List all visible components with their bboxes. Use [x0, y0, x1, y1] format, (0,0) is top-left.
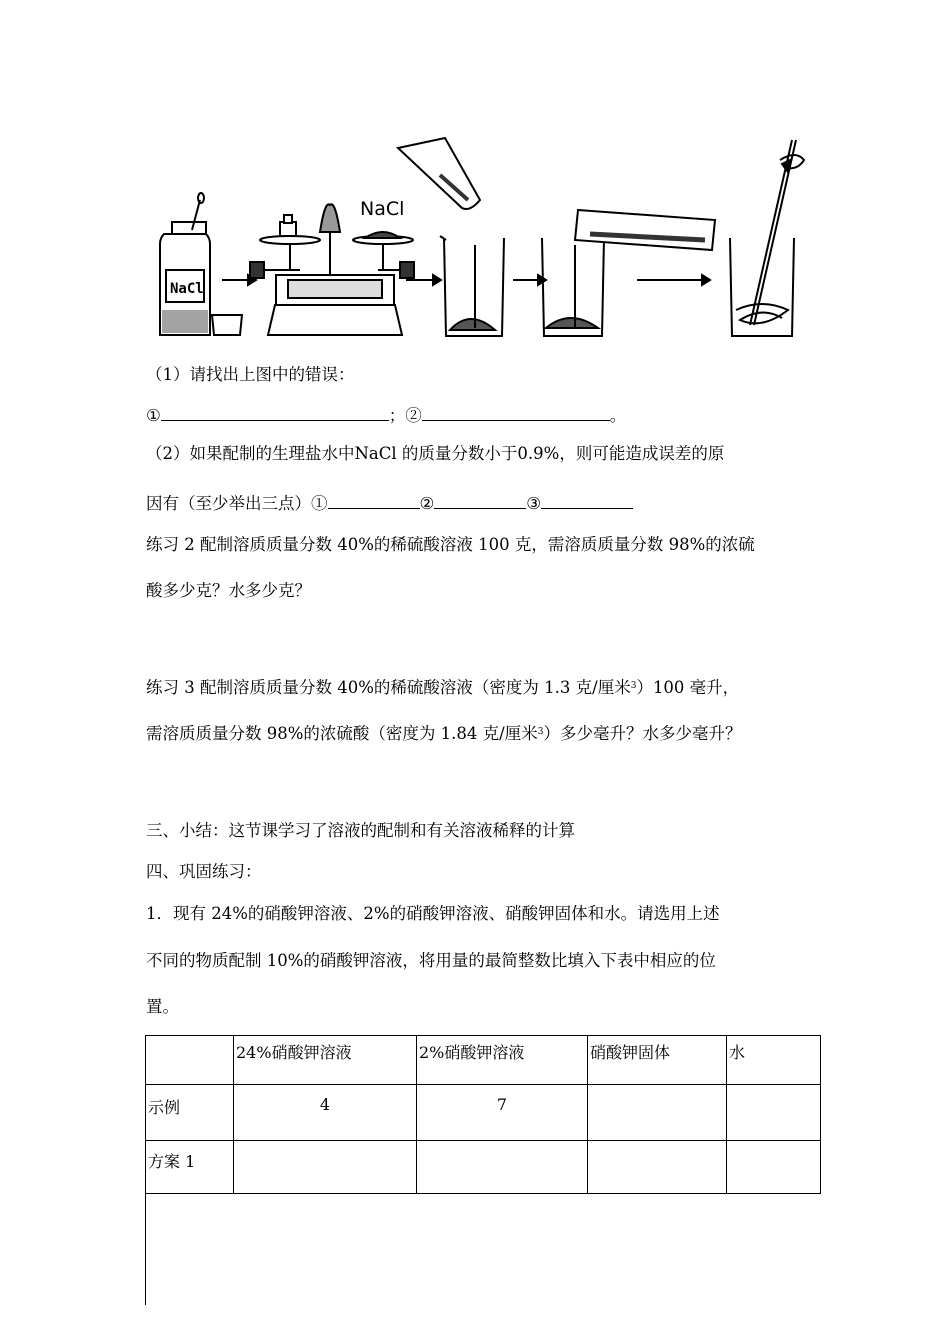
row-label: 示例 [146, 1085, 234, 1141]
answer-blank-1[interactable] [161, 404, 389, 421]
q1-answer-line [146, 404, 626, 427]
marker-1: ① [146, 406, 161, 425]
ex3-text-d: ）多少毫升？水多少毫升？ [543, 724, 742, 743]
q2-line-1: （2）如果配制的生理盐水中NaCl 的质量分数小于0.9%，则可能造成误差的原 [146, 444, 725, 463]
arrow-icon [637, 275, 710, 285]
header-cell: 硝酸钾固体 [588, 1036, 727, 1085]
arrow-icon [513, 275, 546, 285]
q2-line-2 [146, 492, 633, 515]
superscript: 3 [537, 727, 544, 737]
ex3-text-a: 练习 3 配制溶质质量分数 40%的稀硫酸溶液（密度为 1.3 克/厘米 [146, 678, 631, 697]
table-cell[interactable] [234, 1141, 417, 1194]
problem-1-line-1: 1．现有 24%的硝酸钾溶液、2%的硝酸钾溶液、硝酸钾固体和水。请选用上述 [146, 904, 720, 923]
header-cell: 2%硝酸钾溶液 [417, 1036, 588, 1085]
table-cell[interactable] [588, 1141, 727, 1194]
ex3-text-b: ）100 毫升， [636, 678, 740, 697]
exercise-2-line-2: 酸多少克？水多少克？ [146, 581, 311, 600]
q1-prompt: （1）请找出上图中的错误： [146, 365, 355, 384]
marker-2: ② [419, 494, 435, 513]
experiment-figure [150, 130, 810, 345]
table-row [146, 1085, 821, 1141]
nacl-reagent-bottle [160, 193, 210, 335]
reason-blank-1[interactable] [328, 492, 420, 509]
reason-blank-3[interactable] [541, 492, 633, 509]
balance-label: NaCl [360, 198, 405, 220]
bottle-label: NaCl [170, 281, 204, 297]
beaker-with-graduated-cylinder [542, 210, 715, 336]
q2-prefix: 因有（至少举出三点）① [146, 494, 328, 513]
ex3-text-c: 需溶质质量分数 98%的浓硫酸（密度为 1.84 克/厘米 [146, 724, 538, 743]
beaker-with-funnel-paper [398, 138, 504, 336]
balance [250, 204, 415, 335]
row-label: 方案 1 [146, 1141, 234, 1194]
exercise-3-line-2 [146, 723, 741, 745]
marker-3: ③ [526, 494, 542, 513]
practice-heading: 四、巩固练习： [146, 862, 262, 881]
table-cell[interactable]: 7 [417, 1085, 588, 1141]
summary: 三、小结：这节课学习了溶液的配制和有关溶液稀释的计算 [146, 821, 575, 840]
table-header-row [146, 1036, 821, 1085]
header-cell: 水 [727, 1036, 821, 1085]
problem-1-line-2: 不同的物质配制 10%的硝酸钾溶液，将用量的最简整数比填入下表中相应的位 [146, 951, 716, 970]
period: 。 [609, 406, 627, 425]
separator: ；② [388, 406, 422, 425]
table-cell[interactable] [588, 1085, 727, 1141]
problem-1-line-3: 置。 [146, 997, 179, 1016]
proportion-table [145, 1035, 821, 1194]
table-row [146, 1141, 821, 1194]
exercise-3-line-1 [146, 677, 739, 699]
answer-blank-2[interactable] [422, 404, 610, 421]
superscript: 3 [630, 681, 637, 691]
header-cell [146, 1036, 234, 1085]
exercise-2-line-1: 练习 2 配制溶质质量分数 40%的稀硫酸溶液 100 克，需溶质质量分数 98%的浓硫 [146, 535, 755, 554]
table-cell[interactable] [727, 1141, 821, 1194]
beaker-with-stirring-rod [730, 140, 804, 336]
weighing-dish [212, 315, 242, 335]
table-cell[interactable]: 4 [234, 1085, 417, 1141]
reason-blank-2[interactable] [434, 492, 526, 509]
table-continuation-border [145, 1193, 146, 1305]
header-cell: 24%硝酸钾溶液 [234, 1036, 417, 1085]
table-cell[interactable] [417, 1141, 588, 1194]
table-cell[interactable] [727, 1085, 821, 1141]
